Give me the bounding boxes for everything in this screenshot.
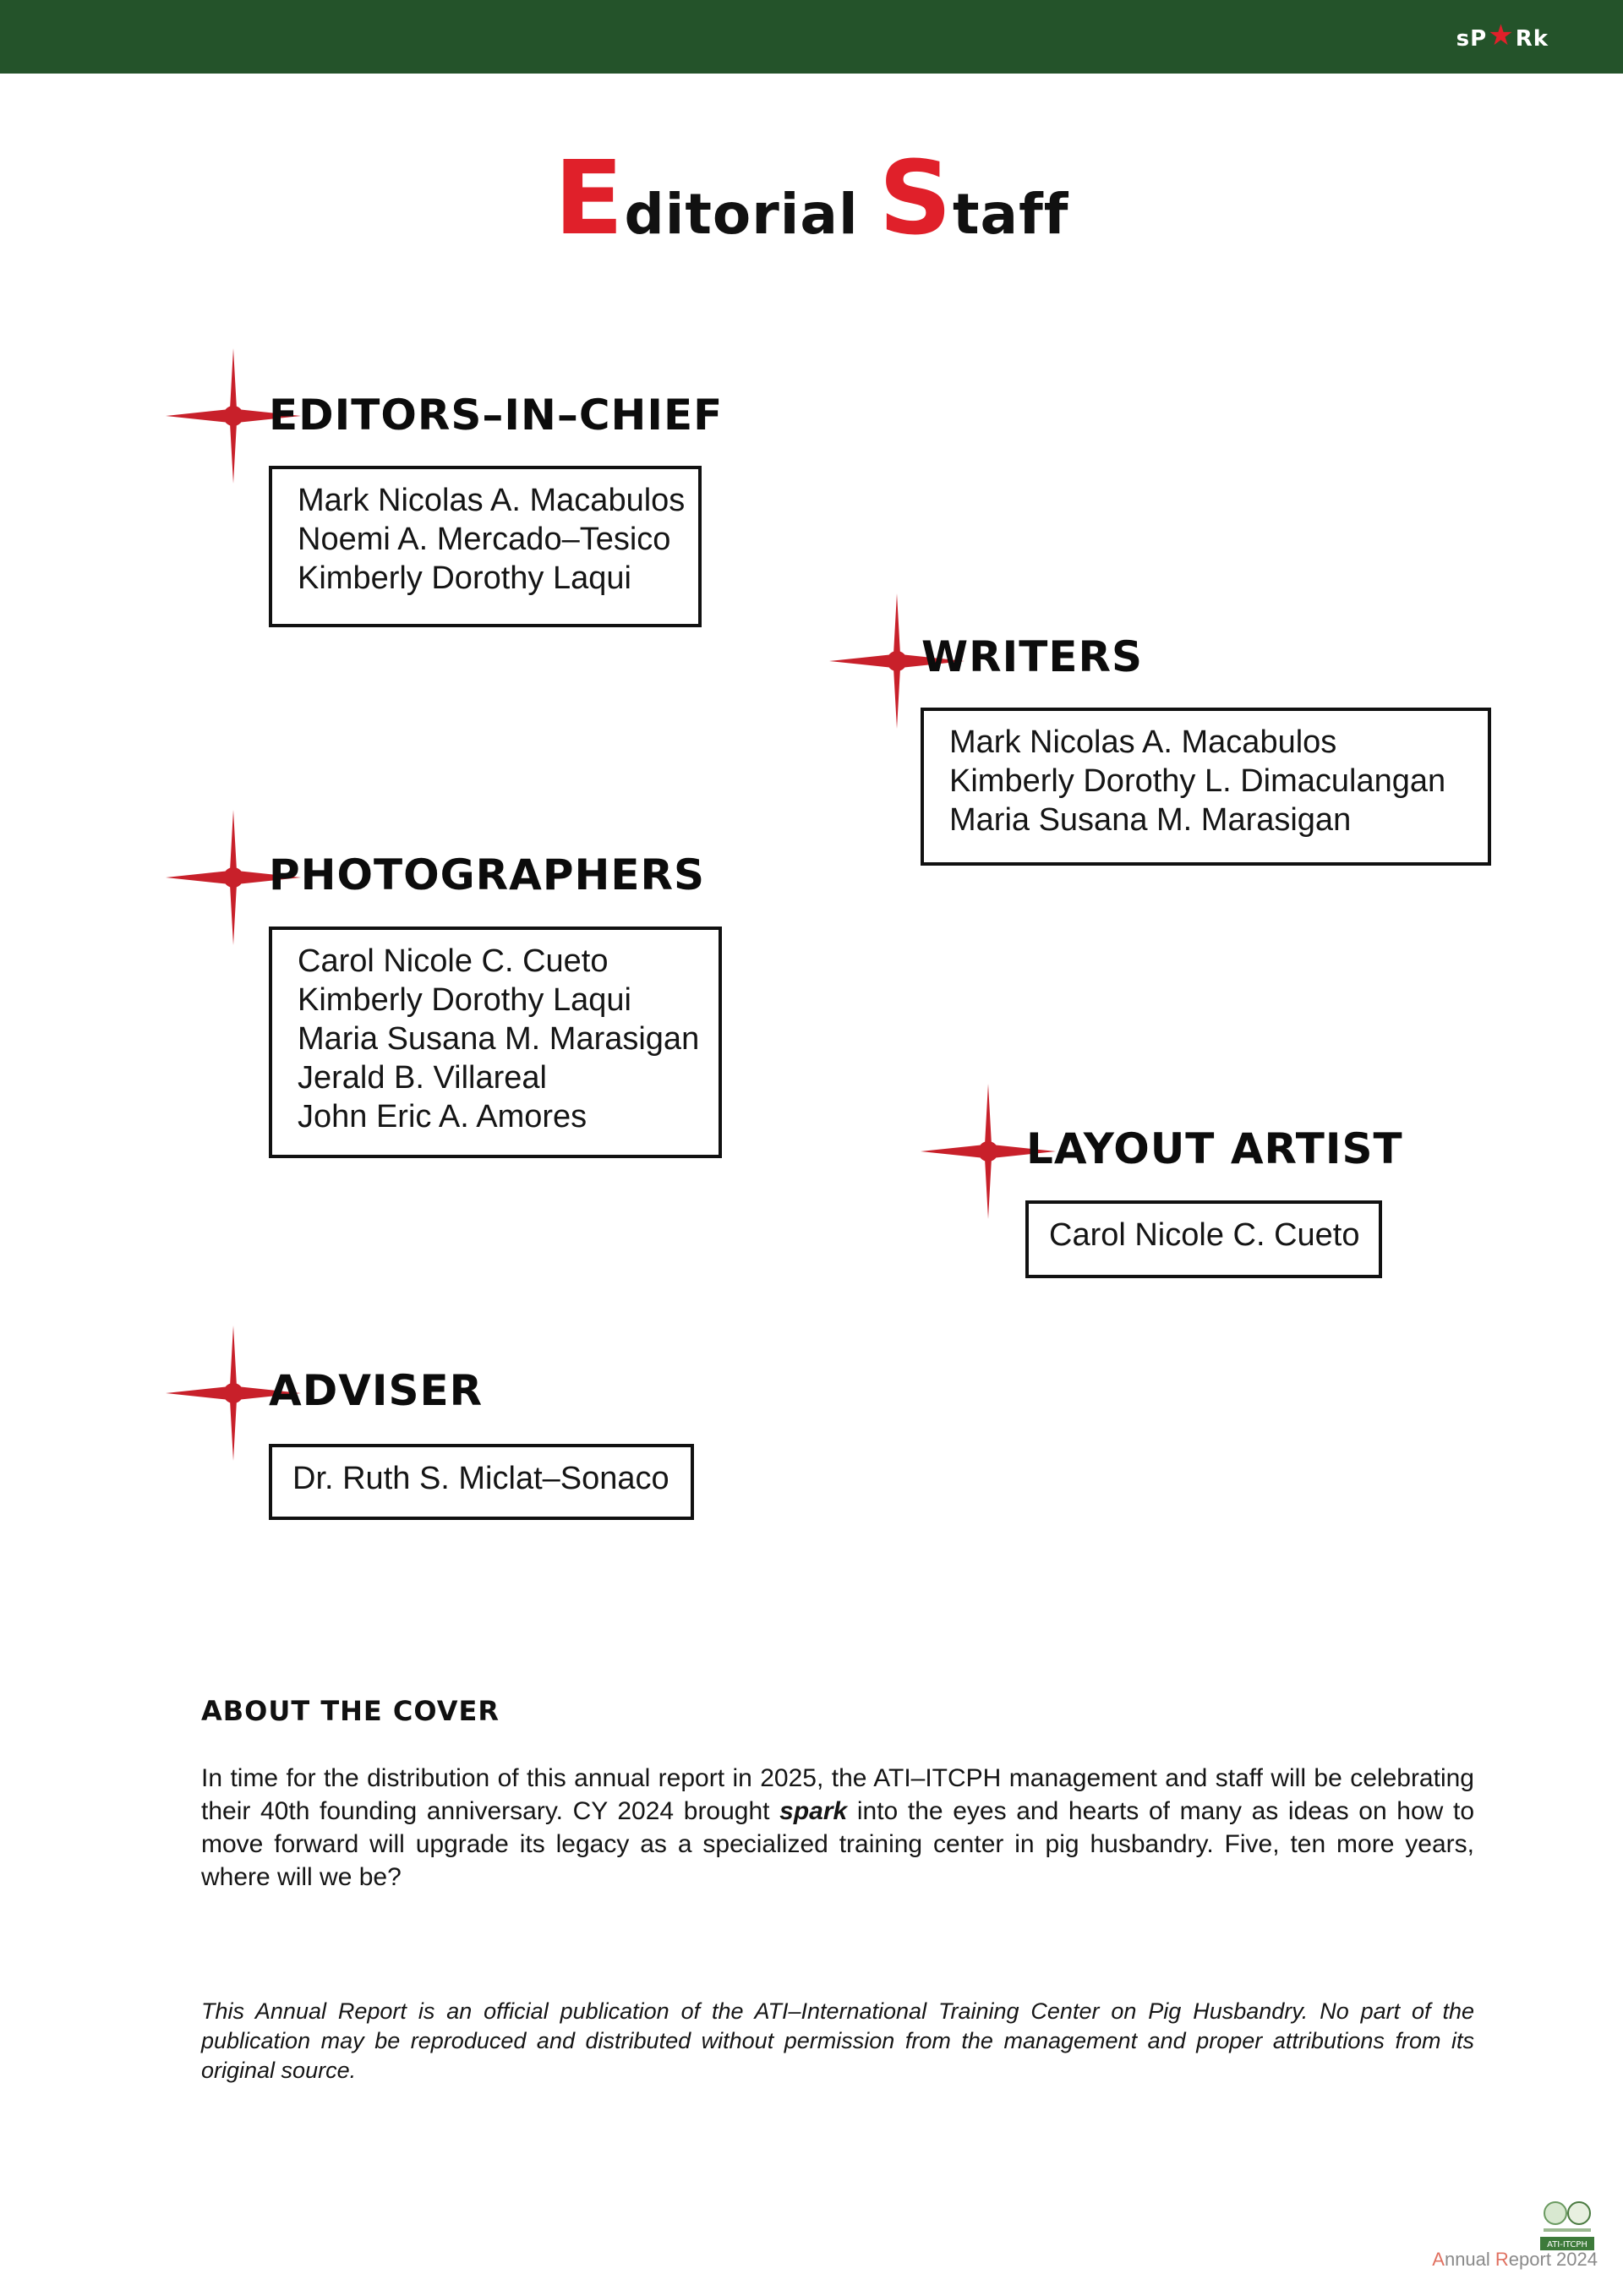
logo-right-text: Rk: [1515, 26, 1549, 52]
disclaimer-text: This Annual Report is an official publication of the ATI–International Training Center on Pig Husbandry. No part of the publication may be reproduced and distributed without permission from the management and proper attributions from its original source.: [201, 1998, 1474, 2083]
writers-box: [921, 708, 1491, 866]
star-icon: ★: [1488, 19, 1515, 52]
about-text-part-2: into the eyes and hearts of many as ideas on how to move forward will upgrade its legacy as a specialized training center in pig husbandry. Five, ten more years, where will we be?: [201, 1797, 1474, 1891]
about-cover-heading: ABOUT THE COVER: [201, 1695, 500, 1727]
editors-box: [269, 466, 702, 627]
footer-r: R: [1495, 2249, 1509, 2270]
adviser-heading: ADVISER: [269, 1366, 484, 1415]
layout-artist-name: Carol Nicole C. Cueto: [1049, 1217, 1360, 1253]
title-cap-e: E: [554, 140, 625, 258]
editors-heading: EDITORS–IN–CHIEF: [269, 391, 724, 440]
layout-artist-box: [1025, 1200, 1382, 1278]
photographer-name: John Eric A. Amores: [298, 1099, 587, 1134]
ati-itcph-logo: [1537, 2198, 1598, 2254]
photographer-name: Carol Nicole C. Cueto: [298, 943, 609, 979]
adviser-box: [269, 1444, 694, 1520]
header-bar: [0, 0, 1623, 74]
photographer-name: Kimberly Dorothy Laqui: [298, 982, 631, 1018]
ati-itcph-logo-text: ATI-ITCPH: [1547, 2240, 1587, 2250]
writer-name: Mark Nicolas A. Macabulos: [949, 724, 1337, 760]
photographers-box: [269, 927, 722, 1158]
writers-heading: WRITERS: [921, 632, 1144, 681]
layout-artist-heading: LAYOUT ARTIST: [1026, 1124, 1403, 1173]
about-text-emphasis: spark: [779, 1797, 848, 1825]
page-title: [0, 140, 1623, 258]
adviser-name: Dr. Ruth S. Miclat–Sonaco: [292, 1461, 669, 1496]
editor-name: Kimberly Dorothy Laqui: [298, 560, 631, 596]
photographer-name: Maria Susana M. Marasigan: [298, 1021, 700, 1057]
footer-nnual: nnual: [1444, 2249, 1495, 2270]
title-cap-s: S: [878, 140, 953, 258]
editor-name: Mark Nicolas A. Macabulos: [298, 483, 686, 518]
photographers-heading: PHOTOGRAPHERS: [269, 850, 706, 899]
footer-report-label: [1432, 2249, 1598, 2271]
logo-left-text: sP: [1456, 26, 1488, 52]
spark-logo: [1456, 19, 1549, 52]
title-word-2: taff: [952, 182, 1069, 247]
writer-name: Maria Susana M. Marasigan: [949, 802, 1352, 838]
about-cover-text: [201, 1762, 1474, 1894]
about-text-part-1: In time for the distribution of this annual report in 2025, the ATI–ITCPH management and staff will be celebrating their 40th founding anniversary. CY 2024 brought: [201, 1764, 1474, 1825]
writer-name: Kimberly Dorothy L. Dimaculangan: [949, 763, 1446, 799]
footer-rest: eport 2024: [1508, 2249, 1598, 2270]
title-word-1: ditorial: [624, 182, 859, 247]
footer-a: A: [1432, 2249, 1445, 2270]
editor-name: Noemi A. Mercado–Tesico: [298, 522, 671, 557]
photographer-name: Jerald B. Villareal: [298, 1060, 548, 1096]
